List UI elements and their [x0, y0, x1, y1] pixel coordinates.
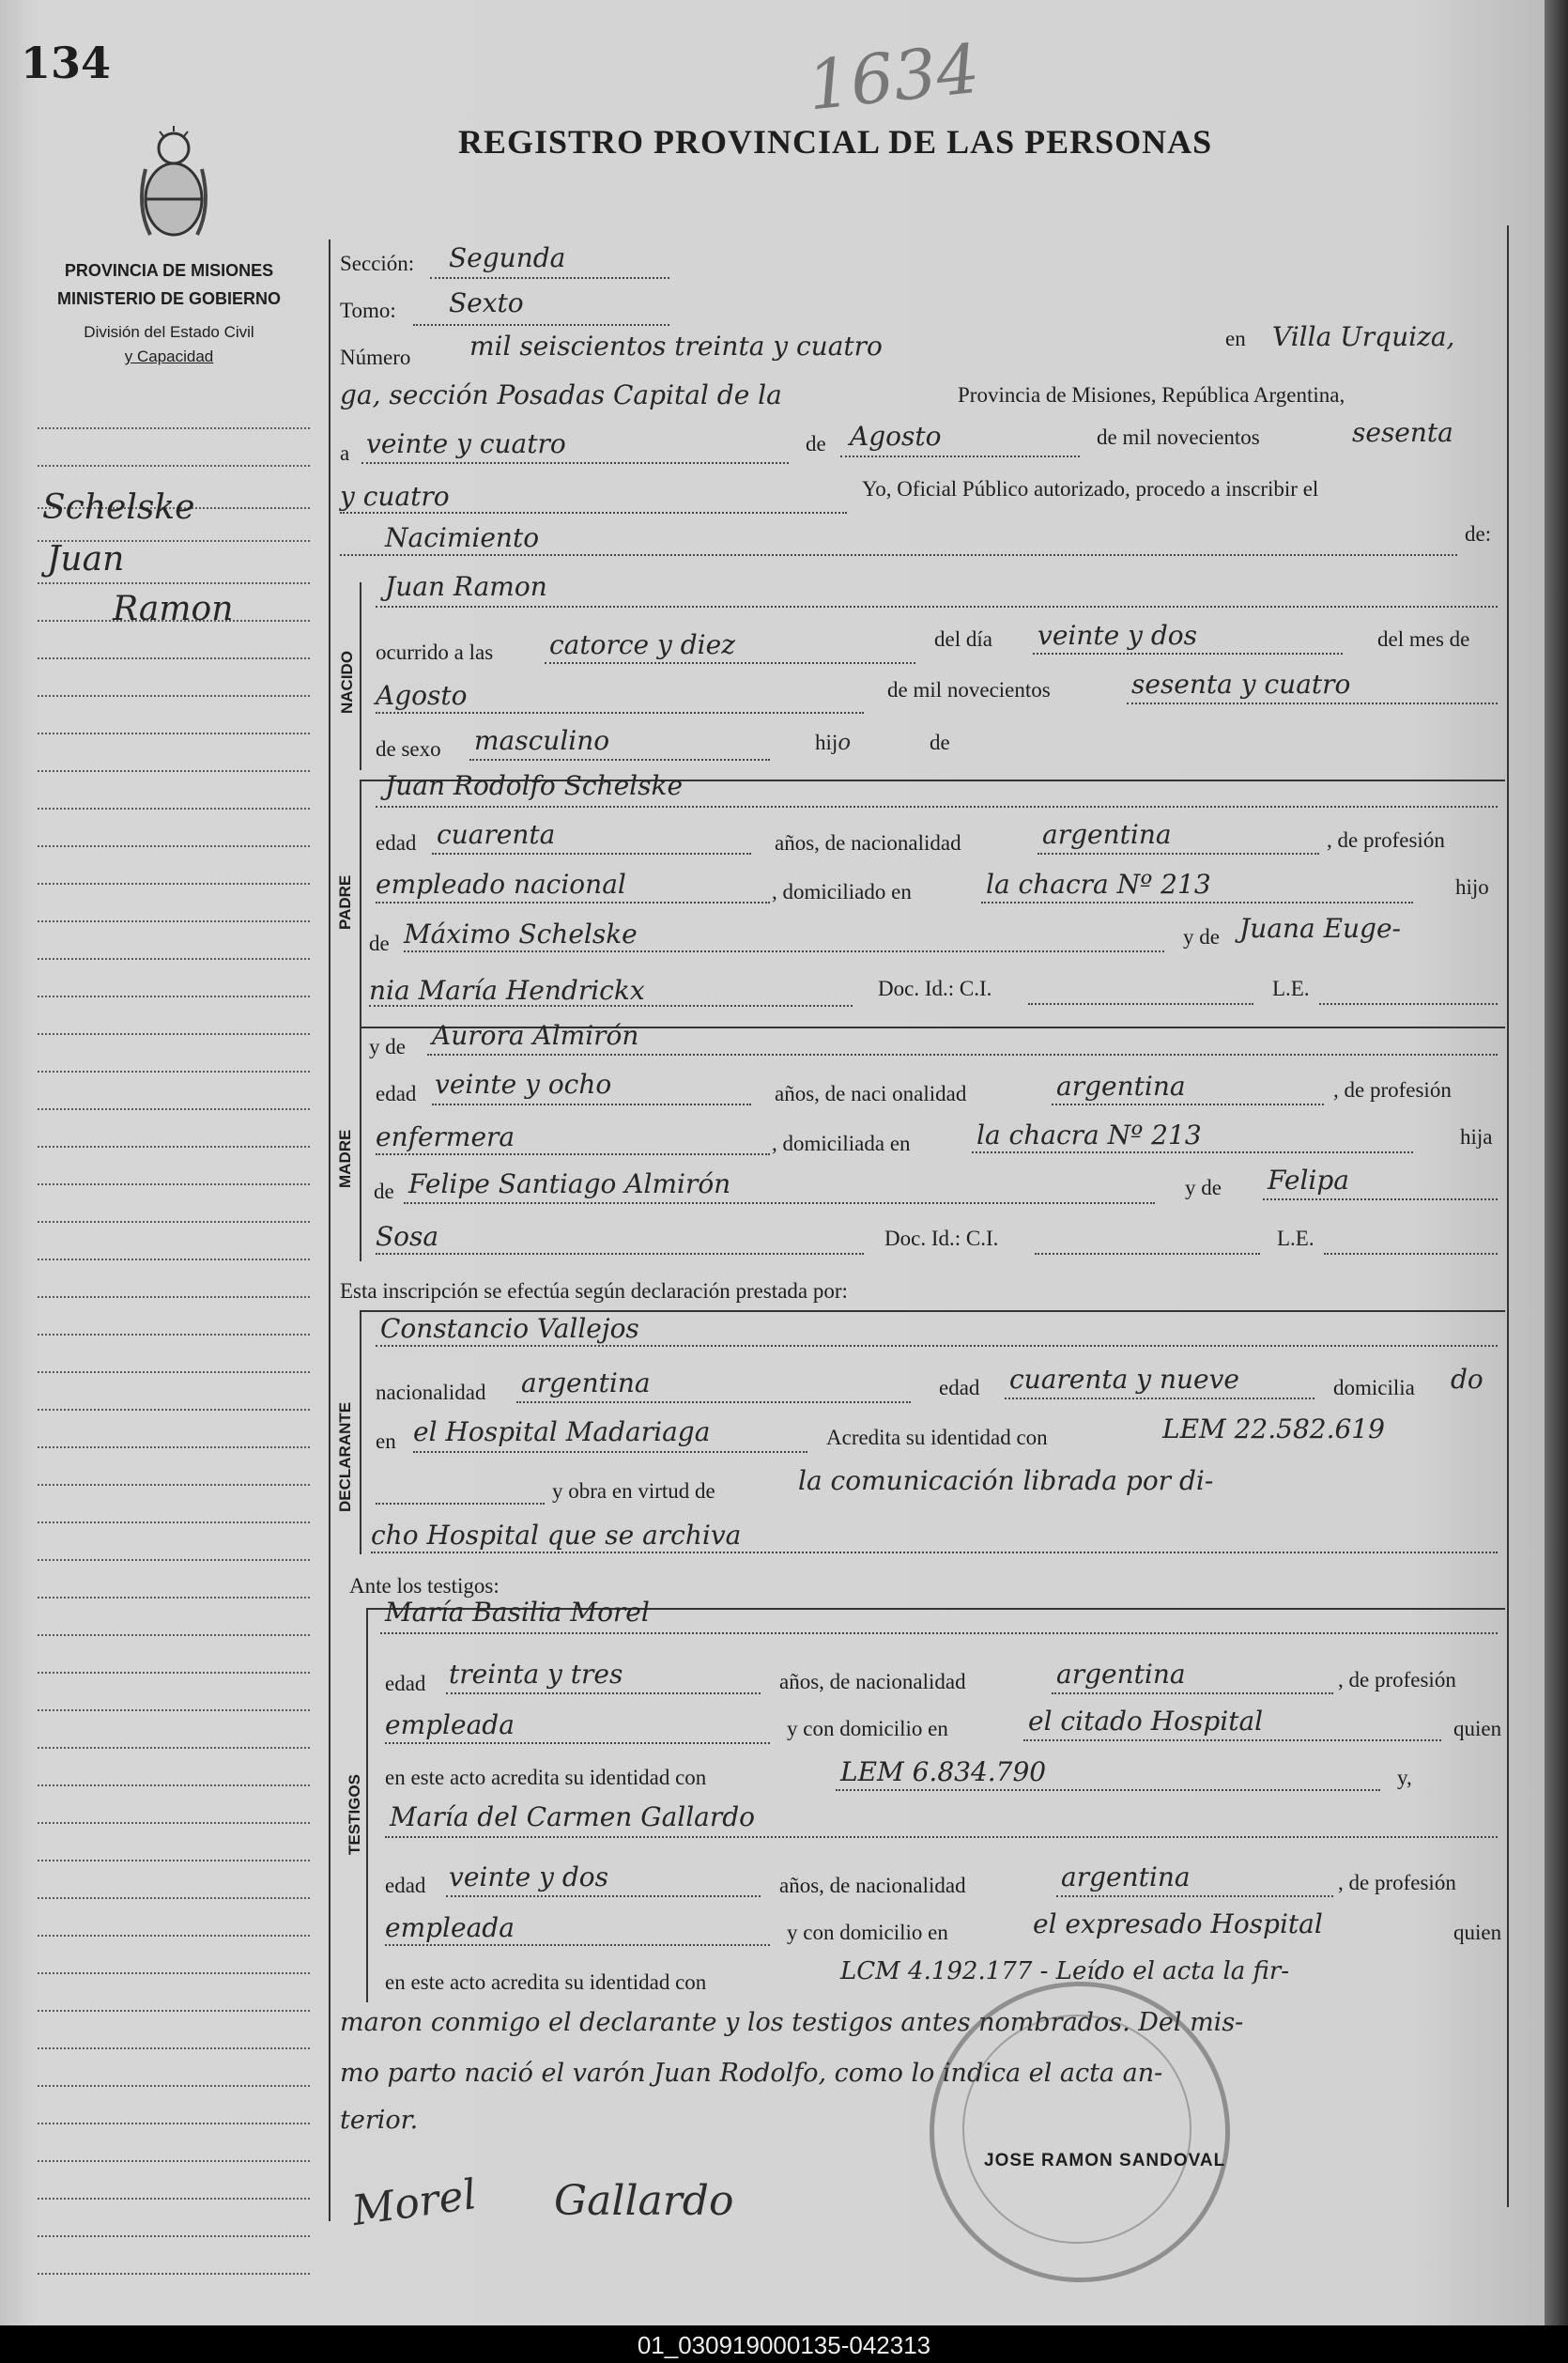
padre-hijo-label: hijo [1455, 875, 1489, 899]
declarant-nationality-value: argentina [521, 1367, 651, 1398]
madre-hija-label: hija [1460, 1125, 1493, 1149]
t1-prof-label: , de profesión [1338, 1668, 1456, 1691]
ocurrido-label: ocurrido a las [376, 641, 494, 664]
madre-section-label: MADRE [336, 1129, 354, 1188]
t2-acredita-label: en este acto acredita su identidad con [385, 1970, 707, 1994]
madre-le-label: L.E. [1277, 1227, 1314, 1250]
padre-doc-label: Doc. Id.: C.I. [878, 977, 992, 1000]
padre-section-label: PADRE [336, 874, 354, 930]
testigos-section-label: TESTIGOS [346, 1774, 363, 1855]
declarante-divider [360, 1310, 361, 1554]
mil-novecientos-birth-label: de mil novecientos [887, 678, 1051, 702]
org-province: PROVINCIA DE MISIONES [64, 261, 274, 280]
margin-second-name: Ramon [113, 590, 234, 628]
mother-mother-value: Felipa [1268, 1165, 1349, 1196]
decl-en-label: en [376, 1429, 396, 1453]
father-father-value: Máximo Schelske [404, 919, 638, 950]
page-number: 134 [21, 38, 112, 88]
t1-nac-label: años, de nacionalidad [779, 1670, 966, 1693]
org-division: División del Estado Civil [84, 323, 254, 341]
mother-name-value: Aurora Almirón [432, 1020, 639, 1051]
father-age-value: cuarenta [437, 819, 556, 850]
witness2-age-value: veinte y dos [449, 1861, 608, 1892]
a-label: a [340, 441, 350, 465]
t1-quien-label: quien [1453, 1717, 1502, 1740]
form-right-border [1507, 225, 1509, 2207]
father-nationality-value: argentina [1042, 819, 1172, 850]
padre-le-label: L.E. [1272, 977, 1310, 1000]
t2-domicilio-label: y con domicilio en [787, 1921, 948, 1944]
witness1-age-value: treinta y tres [449, 1659, 623, 1690]
seccion-label: Sección: [340, 252, 415, 275]
witness1-document-value: LEM 6.834.790 [840, 1756, 1047, 1787]
father-mother-value: Juana Euge- [1239, 913, 1402, 944]
padre-edad-label: edad [376, 831, 417, 855]
de-colon-label: de: [1465, 522, 1492, 546]
hijo-label: hijo [815, 731, 852, 755]
birth-hour-value: catorce y diez [549, 629, 735, 660]
madre-doc-label: Doc. Id.: C.I. [884, 1227, 999, 1250]
madre-nac-label: años, de naci onalidad [775, 1082, 967, 1105]
handwritten-record-number: 1634 [804, 28, 984, 126]
decl-acredita-label: Acredita su identidad con [826, 1426, 1048, 1449]
madre-y-de2-label: y de [1185, 1176, 1222, 1199]
oficial-label: Yo, Oficial Público autorizado, procedo a inscribir el [862, 477, 1319, 501]
date-day-value: veinte y cuatro [366, 428, 566, 459]
nacido-divider [360, 582, 361, 770]
signature-gallardo: Gallardo [554, 2177, 734, 2225]
witness2-profession-value: empleada [385, 1912, 515, 1943]
org-ministry: MINISTERIO DE GOBIERNO [56, 289, 282, 308]
sexo-label: de sexo [376, 737, 441, 761]
mil-novecientos-label: de mil novecientos [1097, 425, 1260, 449]
child-name-value: Juan Ramon [385, 571, 547, 602]
declarant-age-value: cuarenta y nueve [1009, 1364, 1239, 1395]
father-mother-value-2: nia María Hendrickx [369, 975, 645, 1006]
closing-line-1: maron conmigo el declarante y los testigos antes nombrados. Del mis- [340, 2008, 1244, 2037]
mother-mother-value-2: Sosa [376, 1221, 439, 1252]
padre-y-de-label: y de [1183, 925, 1220, 949]
decl-edad-label: edad [939, 1376, 980, 1399]
date-year-value-2: y cuatro [340, 481, 450, 512]
father-name-value: Juan Rodolfo Schelske [385, 770, 684, 801]
madre-de-label: de [374, 1180, 394, 1203]
org-capacity: y Capacidad [124, 348, 214, 365]
declarante-top-rule [360, 1310, 1505, 1312]
place-value-2: ga, sección Posadas Capital de la [340, 379, 782, 410]
margin-name: Juan [47, 540, 125, 579]
madre-y-de-label: y de [369, 1035, 406, 1058]
ante-testigos-label: Ante los testigos: [349, 1574, 500, 1598]
decl-domicilia-label: domicilia [1333, 1376, 1415, 1399]
witness1-nationality-value: argentina [1056, 1659, 1186, 1690]
declarant-document-value: LEM 22.582.619 [1162, 1413, 1385, 1444]
padre-de-label: de [369, 932, 390, 955]
birth-day-value: veinte y dos [1038, 620, 1197, 651]
declarant-basis-value-2: cho Hospital que se archiva [371, 1520, 742, 1551]
witness1-profession-value: empleada [385, 1709, 515, 1740]
tomo-value: Sexto [449, 287, 524, 318]
mother-profession-value: enfermera [376, 1121, 515, 1152]
nacido-section-label: NACIDO [338, 650, 356, 714]
decl-nacionalidad-label: nacionalidad [376, 1381, 486, 1404]
t1-y-label: y, [1397, 1766, 1412, 1789]
date-month-value: Agosto [850, 421, 942, 452]
en-label: en [1225, 327, 1246, 350]
provincia-label: Provincia de Misiones, República Argentina, [958, 383, 1345, 407]
numero-label: Número [340, 346, 411, 369]
tomo-label: Tomo: [340, 299, 396, 322]
numero-value: mil seiscientos treinta y cuatro [469, 331, 883, 362]
sex-value: masculino [474, 725, 610, 756]
margin-surname: Schelske [42, 488, 195, 527]
seccion-value: Segunda [449, 242, 566, 273]
witness2-document-value: LCM 4.192.177 - Leído el acta la fir- [840, 1957, 1290, 1985]
witness2-address-value: el expresado Hospital [1033, 1908, 1323, 1939]
declarant-address-value-2: el Hospital Madariaga [413, 1416, 711, 1447]
de-hijo-label: de [930, 731, 950, 754]
signature-morel: Morel [349, 2170, 480, 2235]
padre-divider [360, 780, 361, 1033]
madre-edad-label: edad [376, 1082, 417, 1105]
mother-nationality-value: argentina [1056, 1071, 1186, 1102]
father-profession-value: empleado nacional [376, 869, 626, 900]
t1-domicilio-label: y con domicilio en [787, 1717, 948, 1740]
footer-bar [0, 2325, 1568, 2363]
closing-line-2: mo parto nació el varón Juan Rodolfo, como lo indica el acta an- [340, 2059, 1163, 2088]
official-name: JOSE RAMON SANDOVAL [984, 2151, 1226, 2170]
declarant-name-value: Constancio Vallejos [380, 1313, 639, 1344]
declarant-address-value: do [1451, 1364, 1483, 1395]
declarant-basis-value: la comunicación librada por di- [798, 1465, 1214, 1496]
declarante-section-label: DECLARANTE [336, 1401, 354, 1512]
testigos-divider [366, 1608, 368, 2002]
padre-domicilio-label: , domiciliado en [772, 880, 912, 904]
father-address-value: la chacra Nº 213 [986, 869, 1211, 900]
image-code: 01_030919000135-042313 [637, 2331, 931, 2359]
birth-year-value: sesenta y cuatro [1131, 669, 1351, 700]
de-label: de [806, 432, 826, 456]
form-left-border [329, 239, 331, 2221]
act-type-value: Nacimiento [385, 522, 540, 553]
t2-nac-label: años, de nacionalidad [779, 1874, 966, 1897]
del-mes-label: del mes de [1377, 627, 1470, 651]
mother-address-value: la chacra Nº 213 [976, 1120, 1202, 1151]
place-value: Villa Urquiza, [1272, 321, 1455, 352]
t1-edad-label: edad [385, 1672, 426, 1695]
t2-prof-label: , de profesión [1338, 1871, 1456, 1894]
madre-domicilio-label: , domiciliada en [772, 1132, 911, 1155]
del-dia-label: del día [934, 627, 992, 651]
witness1-name-value: María Basilia Morel [385, 1597, 650, 1628]
madre-prof-label: , de profesión [1333, 1078, 1452, 1102]
inscripcion-label: Esta inscripción se efectúa según declaración prestada por: [340, 1279, 848, 1303]
t1-acredita-label: en este acto acredita su identidad con [385, 1766, 707, 1789]
mother-age-value: veinte y ocho [435, 1069, 612, 1100]
coat-of-arms-icon [131, 122, 216, 244]
padre-nac-label: años, de nacionalidad [775, 831, 961, 855]
closing-line-3: terior. [340, 2106, 419, 2135]
mother-father-value: Felipe Santiago Almirón [408, 1168, 731, 1199]
padre-prof-label: , de profesión [1327, 828, 1445, 852]
date-year-value: sesenta [1352, 417, 1453, 448]
official-seal [930, 1982, 1230, 2282]
witness2-nationality-value: argentina [1061, 1861, 1191, 1892]
birth-month-value: Agosto [376, 680, 468, 711]
t2-edad-label: edad [385, 1874, 426, 1897]
document-title: REGISTRO PROVINCIAL DE LAS PERSONAS [458, 123, 1213, 161]
witness2-name-value: María del Carmen Gallardo [390, 1801, 756, 1832]
t2-quien-label: quien [1453, 1921, 1502, 1944]
page-edge [1545, 0, 1568, 2325]
witness1-address-value: el citado Hospital [1028, 1706, 1264, 1737]
decl-obra-label: y obra en virtud de [552, 1479, 715, 1503]
madre-divider [360, 1027, 361, 1261]
